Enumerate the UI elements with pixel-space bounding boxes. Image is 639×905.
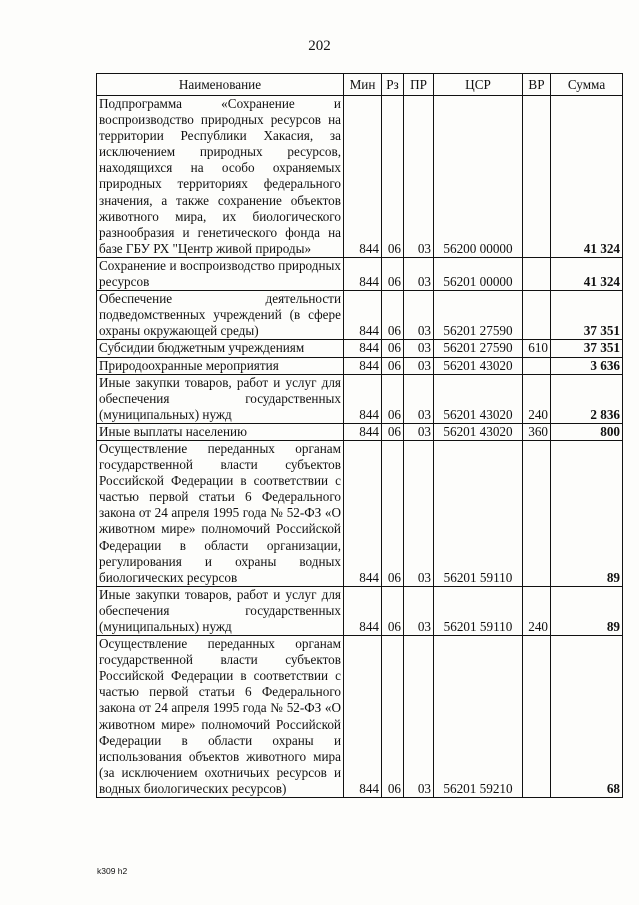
row-csr: 56201 59210 [434, 636, 523, 798]
row-vr: 240 [523, 374, 551, 423]
row-min: 844 [344, 357, 382, 374]
column-header-pr: ПР [404, 74, 434, 96]
row-vr [523, 636, 551, 798]
column-header-csr: ЦСР [434, 74, 523, 96]
row-min: 844 [344, 636, 382, 798]
row-pr: 03 [404, 586, 434, 635]
row-min: 844 [344, 257, 382, 290]
column-header-rz: Рз [382, 74, 404, 96]
row-vr [523, 357, 551, 374]
table-row [97, 374, 623, 423]
row-csr: 56201 27590 [434, 340, 523, 357]
row-vr: 360 [523, 423, 551, 440]
row-sum: 2 836 [551, 374, 623, 423]
row-name: Обеспечение деятельности подведомственных учреждений (в сфере охраны окружающей среды) [97, 291, 344, 340]
table-row [97, 96, 623, 258]
row-rz: 06 [382, 257, 404, 290]
row-name: Подпрограмма «Сохранение и воспроизводство природных ресурсов на территории Республики Хакасия, за исключением природных ресурсов, находящихся на особо охраняемых природных территориях федерального значения, а также сохранение объектов животного мира, их биологического разнообразия и генетического фонда на базе ГБУ РХ "Центр живой природы» [97, 96, 344, 258]
row-min: 844 [344, 96, 382, 258]
row-rz: 06 [382, 440, 404, 586]
row-name: Осуществление переданных органам государственной власти субъектов Российской Федерации в соответствии с частью первой статьи 6 Федерального закона от 24 апреля 1995 года № 52-ФЗ «О животном мире» полномочий Российской Федерации в области организации, регулирования и охраны водных биологических ресурсов [97, 440, 344, 586]
row-rz: 06 [382, 636, 404, 798]
budget-table [96, 73, 623, 798]
row-pr: 03 [404, 374, 434, 423]
column-header-sum: Сумма [551, 74, 623, 96]
row-min: 844 [344, 340, 382, 357]
row-rz: 06 [382, 357, 404, 374]
table-row [97, 440, 623, 586]
document-code: k309 h2 [97, 866, 128, 876]
row-vr: 240 [523, 586, 551, 635]
row-csr: 56201 00000 [434, 257, 523, 290]
column-header-name: Наименование [97, 74, 344, 96]
row-sum: 3 636 [551, 357, 623, 374]
row-pr: 03 [404, 440, 434, 586]
row-pr: 03 [404, 257, 434, 290]
row-sum: 37 351 [551, 340, 623, 357]
row-min: 844 [344, 374, 382, 423]
table-row [97, 340, 623, 357]
row-vr [523, 257, 551, 290]
row-pr: 03 [404, 340, 434, 357]
row-sum: 89 [551, 586, 623, 635]
row-min: 844 [344, 291, 382, 340]
row-csr: 56201 27590 [434, 291, 523, 340]
row-csr: 56200 00000 [434, 96, 523, 258]
row-csr: 56201 43020 [434, 374, 523, 423]
table-header-row [97, 74, 623, 96]
row-min: 844 [344, 586, 382, 635]
column-header-vr: ВР [523, 74, 551, 96]
row-rz: 06 [382, 291, 404, 340]
row-sum: 41 324 [551, 257, 623, 290]
table-row [97, 357, 623, 374]
row-rz: 06 [382, 374, 404, 423]
row-min: 844 [344, 423, 382, 440]
row-sum: 800 [551, 423, 623, 440]
row-pr: 03 [404, 357, 434, 374]
table-row [97, 257, 623, 290]
table-row [97, 423, 623, 440]
row-name: Иные выплаты населению [97, 423, 344, 440]
row-pr: 03 [404, 291, 434, 340]
row-sum: 37 351 [551, 291, 623, 340]
row-rz: 06 [382, 340, 404, 357]
row-name: Природоохранные мероприятия [97, 357, 344, 374]
page-number: 202 [308, 38, 331, 54]
row-rz: 06 [382, 586, 404, 635]
row-name: Иные закупки товаров, работ и услуг для обеспечения государственных (муниципальных) нужд [97, 586, 344, 635]
row-pr: 03 [404, 96, 434, 258]
row-rz: 06 [382, 96, 404, 258]
row-pr: 03 [404, 636, 434, 798]
row-sum: 68 [551, 636, 623, 798]
row-name: Сохранение и воспроизводство природных ресурсов [97, 257, 344, 290]
row-rz: 06 [382, 423, 404, 440]
table-row [97, 291, 623, 340]
row-csr: 56201 43020 [434, 357, 523, 374]
row-vr [523, 291, 551, 340]
row-pr: 03 [404, 423, 434, 440]
row-csr: 56201 43020 [434, 423, 523, 440]
row-sum: 89 [551, 440, 623, 586]
row-name: Осуществление переданных органам государственной власти субъектов Российской Федерации в соответствии с частью первой статьи 6 Федерального закона от 24 апреля 1995 года № 52-ФЗ «О животном мире» полномочий Российской Федерации в области охраны и использования объектов животного мира (за исключением охотничьих ресурсов и водных биологических ресурсов) [97, 636, 344, 798]
row-name: Субсидии бюджетным учреждениям [97, 340, 344, 357]
row-vr [523, 96, 551, 258]
table-row [97, 636, 623, 798]
row-sum: 41 324 [551, 96, 623, 258]
row-min: 844 [344, 440, 382, 586]
row-vr [523, 440, 551, 586]
table-row [97, 586, 623, 635]
row-name: Иные закупки товаров, работ и услуг для обеспечения государственных (муниципальных) нужд [97, 374, 344, 423]
row-csr: 56201 59110 [434, 586, 523, 635]
row-csr: 56201 59110 [434, 440, 523, 586]
column-header-min: Мин [344, 74, 382, 96]
row-vr: 610 [523, 340, 551, 357]
